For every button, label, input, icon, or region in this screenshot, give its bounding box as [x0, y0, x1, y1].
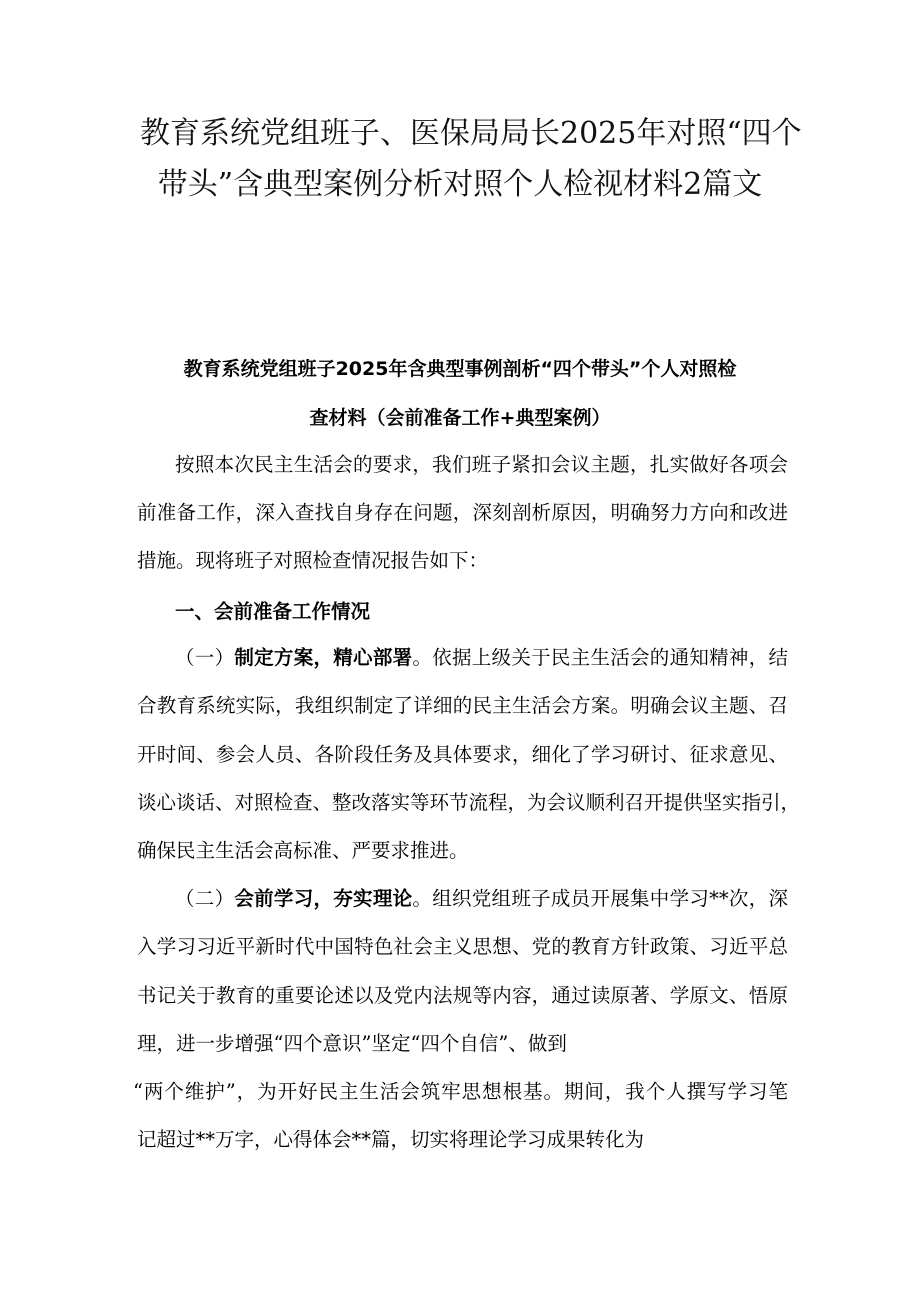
- para1-lead-line: [175, 645, 788, 671]
- intro-line-2: 前准备工作，深入查找自身存在问题，深刻剖析原因，明确努力方向和改进: [137, 501, 788, 524]
- para1-lead-bold: 制定方案，精心部署: [234, 646, 413, 669]
- document-title-line-2: 带头”含典型案例分析对照个人检视材料2篇文: [157, 167, 763, 202]
- para2-lead-rest: 。组织党组班子成员开展集中学习**次，深: [412, 887, 788, 910]
- para2-line-5: “两个维护”，为开好民主生活会筑牢思想根基。期间，我个人撰写学习笔: [133, 1080, 788, 1103]
- para1-lead-number: （一）: [175, 646, 235, 669]
- para1-lead-rest: 。依据上级关于民主生活会的通知精神，结: [412, 646, 788, 669]
- para1-line-5: 确保民主生活会高标准、严要求推进。: [137, 839, 469, 862]
- para1-line-3: 开时间、参会人员、各阶段任务及具体要求，细化了学习研讨、征求意见、: [137, 743, 788, 766]
- section-title-line-2: 查材料（会前准备工作+典型案例）: [309, 407, 611, 429]
- heading-preparation: 一、会前准备工作情况: [175, 600, 371, 623]
- para2-line-6: 记超过**万字，心得体会**篇，切实将理论学习成果转化为: [137, 1128, 645, 1151]
- document-title-line-1: 教育系统党组班子、医保局局长2025年对照“四个: [140, 116, 802, 151]
- para2-lead-number: （二）: [175, 887, 235, 910]
- section-title-line-1: 教育系统党组班子2025年含典型事例剖析“四个带头”个人对照检: [183, 358, 737, 380]
- para2-lead-bold: 会前学习，夯实理论: [234, 887, 413, 910]
- para1-line-2: 合教育系统实际，我组织制定了详细的民主生活会方案。明确会议主题、召: [137, 694, 788, 717]
- para1-line-4: 谈心谈话、对照检查、整改落实等环节流程，为会议顺利召开提供坚实指引，: [137, 791, 801, 814]
- intro-line-3: 措施。现将班子对照检查情况报告如下：: [137, 549, 489, 572]
- intro-line-1: 按照本次民主生活会的要求，我们班子紧扣会议主题，扎实做好各项会: [175, 453, 788, 476]
- para2-line-3: 书记关于教育的重要论述以及党内法规等内容，通过读原著、学原文、悟原: [137, 984, 788, 1007]
- para2-line-4: 理，进一步增强“四个意识”坚定“四个自信”、做到: [137, 1032, 567, 1055]
- para2-line-2: 入学习习近平新时代中国特色社会主义思想、党的教育方针政策、习近平总: [137, 935, 788, 958]
- para2-lead-line: [175, 886, 788, 912]
